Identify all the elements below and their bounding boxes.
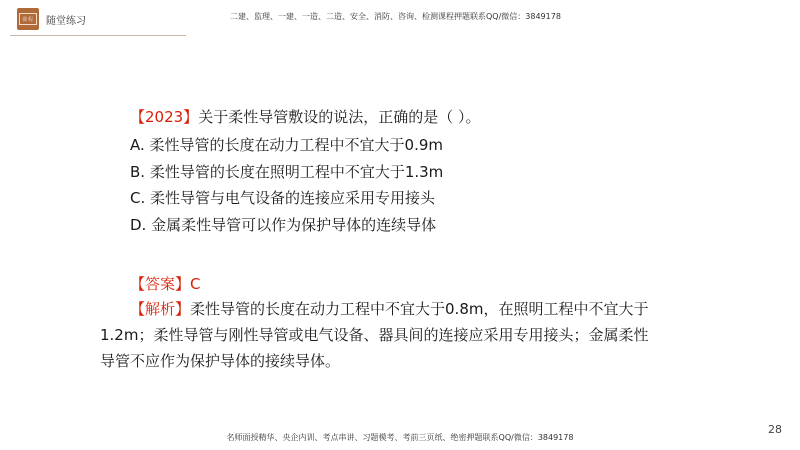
options-list bbox=[130, 132, 690, 238]
question-stem bbox=[130, 104, 690, 130]
slide-header bbox=[0, 0, 800, 42]
question-text: 关于柔性导管敷设的说法，正确的是（ ）。 bbox=[198, 108, 481, 126]
header-divider bbox=[10, 35, 186, 36]
top-banner-text: 二建、监理、一建、一造、二造、安全、消防、咨询、检测课程押题联系QQ/微信：3849178 bbox=[230, 12, 561, 21]
answer-label: 【答案】 bbox=[130, 275, 191, 293]
option-d: D. 金属柔性导管可以作为保护导体的连续导体 bbox=[130, 215, 437, 234]
analysis-paragraph bbox=[100, 296, 660, 374]
logo-mark: 课程 bbox=[19, 13, 37, 25]
year-tag: 【2023】 bbox=[130, 108, 199, 126]
section-title: 随堂练习 bbox=[46, 16, 86, 27]
answer-value: C bbox=[190, 275, 201, 293]
footer-banner-text: 名师面授精华、央企内训、考点串讲、习题模考、考前三页纸、绝密押题联系QQ/微信：3849178 bbox=[226, 433, 574, 442]
analysis-label: 【解析】 bbox=[130, 300, 191, 318]
option-a: A. 柔性导管的长度在动力工程中不宜大于0.9m bbox=[130, 136, 444, 154]
question-block bbox=[130, 104, 690, 238]
page-number: 28 bbox=[768, 423, 782, 436]
option-b: B. 柔性导管的长度在照明工程中不宜大于1.3m bbox=[130, 162, 444, 181]
answer-line bbox=[130, 271, 201, 297]
brand-logo bbox=[17, 8, 39, 30]
option-c: C. 柔性导管与电气设备的连接应采用专用接头 bbox=[130, 189, 436, 207]
analysis-text: 柔性导管的长度在动力工程中不宜大于0.8m，在照明工程中不宜大于1.2m；柔性导管与刚性导管或电气设备、器具间的连接应采用专用接头；金属柔性导管不应作为保护导体的接续导体。 bbox=[100, 300, 649, 370]
